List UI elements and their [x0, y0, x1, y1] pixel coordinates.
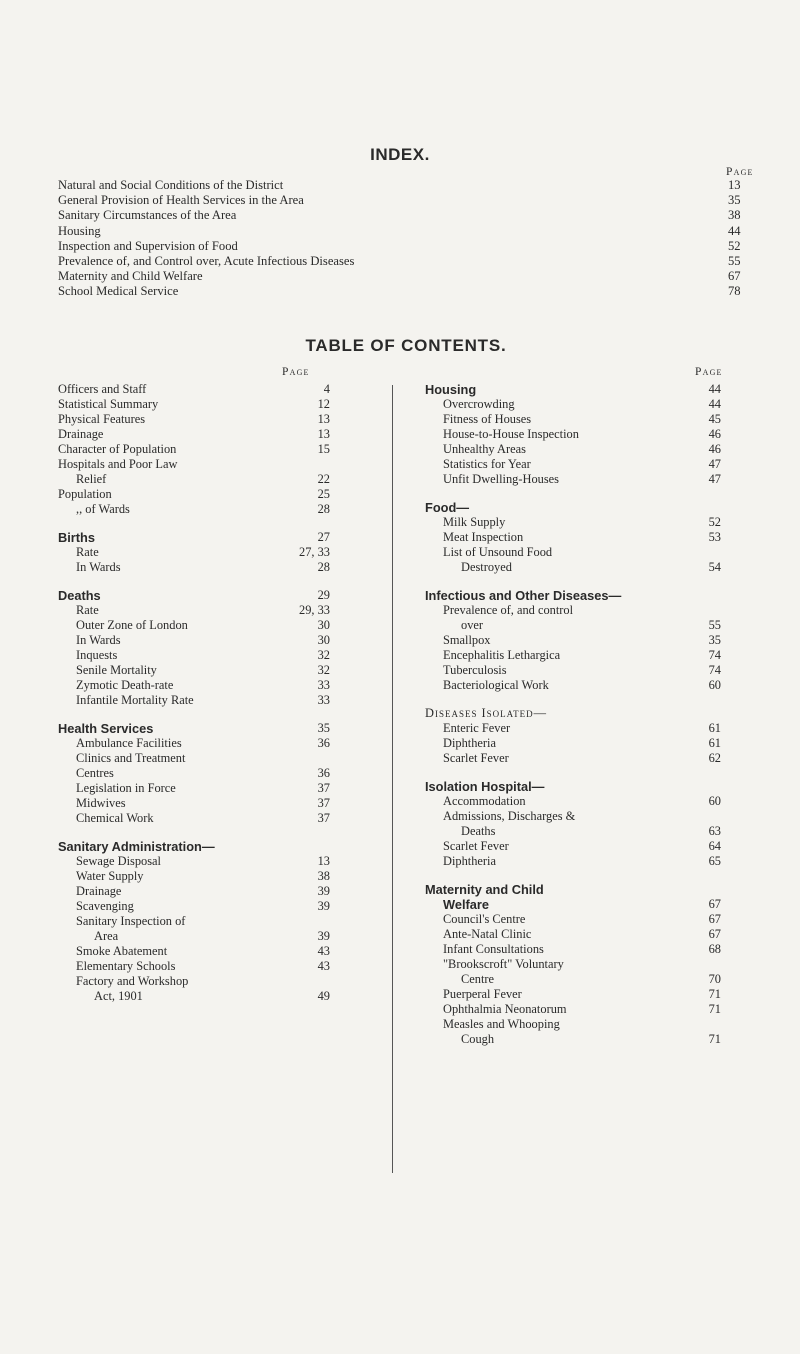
index-entry-page: 78 [728, 284, 741, 299]
toc-entry-label: Deaths [58, 588, 101, 603]
toc-entry-label: Drainage [76, 884, 122, 898]
toc-entry-page: 71 [708, 1032, 721, 1046]
toc-entry-label: Scarlet Fever [443, 751, 509, 765]
toc-entry-page: 29 [317, 588, 330, 602]
index-entry [58, 193, 778, 208]
index-list [58, 178, 778, 300]
toc-entry [58, 781, 378, 796]
index-title: INDEX. [370, 145, 430, 164]
toc-entry [425, 972, 725, 987]
toc-entry-label: Scarlet Fever [443, 839, 509, 853]
toc-entry [425, 678, 725, 693]
toc-entry [425, 560, 725, 575]
toc-entry-label: Puerperal Fever [443, 987, 522, 1001]
toc-entry-label: Measles and Whooping [443, 1017, 560, 1031]
toc-entry-page: 63 [708, 824, 721, 838]
toc-entry [425, 839, 725, 854]
toc-entry-label: Meat Inspection [443, 530, 524, 544]
toc-entry-page: 39 [317, 929, 330, 943]
toc-section-heading [425, 588, 725, 603]
toc-entry-page: 43 [317, 944, 330, 958]
toc-entry-page: 25 [317, 487, 330, 501]
toc-entry-label: Chemical Work [76, 811, 154, 825]
toc-entry-page: 12 [317, 397, 330, 411]
toc-title: TABLE OF CONTENTS. [305, 336, 507, 355]
index-entry [58, 224, 778, 239]
toc-section-heading [425, 500, 725, 515]
toc-entry-label: Infectious and Other Diseases— [425, 588, 622, 603]
toc-entry-page: 30 [317, 618, 330, 632]
toc-entry-label: Centre [461, 972, 495, 986]
toc-spacer [58, 517, 378, 530]
index-entry-page: 13 [728, 178, 741, 192]
toc-entry-label: Midwives [76, 796, 126, 810]
toc-entry-label: Outer Zone of London [76, 618, 188, 632]
toc-entry-page: 53 [708, 530, 721, 544]
toc-entry-label: House-to-House Inspection [443, 427, 579, 441]
toc-entry-label: over [461, 618, 484, 632]
index-entry [58, 239, 778, 254]
toc-entry [58, 929, 378, 944]
toc-entry-page: 38 [317, 869, 330, 883]
toc-entry [425, 987, 725, 1002]
index-entry [58, 178, 778, 193]
toc-entry-label: Statistics for Year [443, 457, 531, 471]
toc-entry [58, 442, 378, 457]
index-entry [58, 269, 778, 284]
toc-entry-label: Rate [76, 603, 99, 617]
toc-entry [425, 736, 725, 751]
toc-entry-label: Fitness of Houses [443, 412, 532, 426]
index-entry [58, 254, 778, 269]
toc-entry [58, 603, 378, 618]
toc-entry-page: 55 [708, 618, 721, 632]
toc-spacer [58, 708, 378, 721]
toc-entry-label: Ophthalmia Neonatorum [443, 1002, 567, 1016]
toc-entry-page: 64 [708, 839, 721, 853]
toc-entry-page: 13 [317, 412, 330, 426]
toc-entry-page: 35 [317, 721, 330, 735]
toc-entry-page: 67 [708, 897, 721, 911]
toc-entry-page: 37 [317, 796, 330, 810]
toc-section-heading [425, 897, 725, 912]
toc-spacer [425, 766, 725, 779]
toc-entry-label: Ante-Natal Clinic [443, 927, 532, 941]
toc-entry-page: 27 [317, 530, 330, 544]
toc-entry [58, 560, 378, 575]
toc-spacer [425, 693, 725, 706]
toc-entry-page: 28 [317, 502, 330, 516]
toc-entry [58, 487, 378, 502]
toc-entry [425, 1032, 725, 1047]
toc-entry-page: 28 [317, 560, 330, 574]
toc-section-heading [425, 779, 725, 794]
toc-entry-label: Population [58, 487, 112, 501]
toc-entry [425, 457, 725, 472]
toc-entry-label: Act, 1901 [94, 989, 143, 1003]
toc-entry-label: Maternity and Child [425, 882, 544, 897]
toc-entry-page: 35 [708, 633, 721, 647]
toc-entry [58, 678, 378, 693]
toc-entry [425, 854, 725, 869]
toc-entry [58, 397, 378, 412]
toc-entry [58, 974, 378, 989]
toc-entry [58, 854, 378, 869]
toc-entry-label: Sanitary Administration— [58, 839, 215, 854]
toc-entry-page: 74 [708, 648, 721, 662]
toc-entry [425, 927, 725, 942]
toc-spacer [425, 575, 725, 588]
toc-entry-page: 44 [708, 382, 721, 396]
toc-entry-label: Statistical Summary [58, 397, 159, 411]
toc-entry [425, 663, 725, 678]
toc-entry-label: Drainage [58, 427, 104, 441]
toc-entry-label: Elementary Schools [76, 959, 176, 973]
toc-entry-label: Housing [425, 382, 477, 397]
toc-entry-page: 37 [317, 781, 330, 795]
index-entry-page: 35 [728, 193, 741, 208]
toc-entry-page: 45 [708, 412, 721, 426]
toc-entry-label: Accommodation [443, 794, 526, 808]
toc-entry-page: 71 [708, 987, 721, 1001]
toc-entry-label: Prevalence of, and control [443, 603, 574, 617]
toc-entry-label: Smoke Abatement [76, 944, 168, 958]
toc-entry [425, 472, 725, 487]
toc-right-page-header: Page [695, 366, 723, 378]
toc-entry [58, 751, 378, 766]
toc-right-column [425, 366, 725, 1047]
toc-entry-label: In Wards [76, 560, 121, 574]
index-entry-page: 67 [728, 269, 741, 284]
toc-entry-label: Welfare [443, 897, 489, 912]
toc-spacer [425, 869, 725, 882]
toc-entry-label: Infant Consultations [443, 942, 544, 956]
toc-entry [58, 959, 378, 974]
toc-entry-page: 65 [708, 854, 721, 868]
toc-entry-page: 13 [317, 427, 330, 441]
toc-entry-label: Health Services [58, 721, 154, 736]
toc-entry-page: 54 [708, 560, 721, 574]
toc-entry-label: Hospitals and Poor Law [58, 457, 178, 471]
toc-entry-label: Diphtheria [443, 854, 496, 868]
toc-entry [425, 809, 725, 824]
index-page-header: Page [726, 166, 754, 178]
toc-entry-label: Unfit Dwelling-Houses [443, 472, 559, 486]
toc-spacer [58, 826, 378, 839]
toc-entry-label: Smallpox [443, 633, 491, 647]
toc-entry-label: Sanitary Inspection of [76, 914, 186, 928]
toc-entry-label: Relief [76, 472, 107, 486]
toc-entry [58, 796, 378, 811]
toc-entry [425, 751, 725, 766]
toc-spacer [425, 487, 725, 500]
toc-entry-page: 36 [317, 736, 330, 750]
toc-entry-label: Milk Supply [443, 515, 506, 529]
toc-entry [58, 427, 378, 442]
toc-entry-page: 29, 33 [299, 603, 330, 617]
toc-entry-label: Overcrowding [443, 397, 515, 411]
toc-entry-page: 33 [317, 693, 330, 707]
toc-entry-page: 61 [708, 736, 721, 750]
toc-entry [58, 457, 378, 472]
index-entry-label: School Medical Service [58, 284, 179, 299]
toc-entry-label: Enteric Fever [443, 721, 511, 735]
toc-entry [425, 515, 725, 530]
toc-entry-page: 33 [317, 678, 330, 692]
toc-entry-label: Rate [76, 545, 99, 559]
toc-entry [58, 382, 378, 397]
toc-entry [58, 736, 378, 751]
toc-section-heading [58, 588, 378, 603]
index-entry-label: Housing [58, 223, 101, 238]
toc-entry [58, 989, 378, 1004]
toc-entry-label: Sewage Disposal [76, 854, 161, 868]
toc-left-page-header: Page [282, 366, 310, 378]
toc-entry-label: Senile Mortality [76, 663, 157, 677]
toc-entry-label: Diphtheria [443, 736, 496, 750]
toc-entry [58, 944, 378, 959]
toc-entry-page: 60 [708, 794, 721, 808]
toc-entry-label: Council's Centre [443, 912, 526, 926]
toc-left-rows [58, 382, 378, 1004]
index-entry-page: 52 [728, 238, 741, 253]
index-entry-label: Sanitary Circumstances of the Area [58, 208, 237, 223]
toc-entry [425, 794, 725, 809]
toc-entry-label: Deaths [461, 824, 496, 838]
toc-entry-label: Destroyed [461, 560, 512, 574]
toc-entry [425, 412, 725, 427]
toc-entry-label: Water Supply [76, 869, 144, 883]
toc-entry-page: 37 [317, 811, 330, 825]
toc-entry-page: 32 [317, 663, 330, 677]
toc-entry-label: Factory and Workshop [76, 974, 189, 988]
index-entry [58, 284, 778, 299]
toc-entry [58, 618, 378, 633]
toc-entry-label: Ambulance Facilities [76, 736, 182, 750]
toc-spacer [58, 575, 378, 588]
toc-entry [58, 899, 378, 914]
toc-entry-page: 4 [323, 382, 330, 396]
toc-entry [58, 869, 378, 884]
index-entry-page: 44 [728, 223, 741, 238]
toc-entry-page: 47 [708, 472, 721, 486]
index-entry-label: Inspection and Supervision of Food [58, 238, 238, 253]
toc-entry [425, 721, 725, 736]
toc-entry-label: Character of Population [58, 442, 177, 456]
toc-entry [425, 648, 725, 663]
toc-entry-label: Unhealthy Areas [443, 442, 526, 456]
toc-entry [425, 545, 725, 560]
toc-entry [58, 648, 378, 663]
toc-entry [58, 412, 378, 427]
toc-entry-page: 49 [317, 989, 330, 1003]
toc-entry-label: List of Unsound Food [443, 545, 553, 559]
toc-entry [58, 633, 378, 648]
toc-entry-page: 71 [708, 1002, 721, 1016]
toc-entry-page: 39 [317, 884, 330, 898]
toc-entry-page: 27, 33 [299, 545, 330, 559]
index-entry-label: Maternity and Child Welfare [58, 269, 203, 284]
toc-right-rows [425, 382, 725, 1047]
toc-entry-label: Area [94, 929, 119, 943]
toc-entry-label: Tuberculosis [443, 663, 507, 677]
toc-entry [58, 693, 378, 708]
toc-entry-label: Inquests [76, 648, 118, 662]
toc-entry-label: Clinics and Treatment [76, 751, 186, 765]
index-entry [58, 208, 778, 223]
toc-entry [425, 957, 725, 972]
toc-entry-label: Physical Features [58, 412, 146, 426]
toc-entry-page: 61 [708, 721, 721, 735]
toc-entry-page: 70 [708, 972, 721, 986]
toc-entry [58, 914, 378, 929]
toc-entry-label: Infantile Mortality Rate [76, 693, 194, 707]
toc-entry-label: ,, of Wards [76, 502, 130, 516]
toc-entry [425, 427, 725, 442]
index-entry-label: Prevalence of, and Control over, Acute Infectious Diseases [58, 253, 355, 268]
toc-entry [425, 618, 725, 633]
toc-entry-page: 22 [317, 472, 330, 486]
toc-left-column [58, 366, 378, 1004]
toc-entry-label: In Wards [76, 633, 121, 647]
toc-section-heading [58, 721, 378, 736]
index-entry-page: 38 [728, 208, 741, 223]
toc-entry-page: 62 [708, 751, 721, 765]
toc-entry [425, 530, 725, 545]
column-divider [392, 385, 393, 1173]
toc-entry [58, 545, 378, 560]
toc-entry-label: Legislation in Force [76, 781, 176, 795]
toc-entry-page: 67 [708, 927, 721, 941]
toc-entry [58, 663, 378, 678]
toc-entry-label: Admissions, Discharges & [443, 809, 576, 823]
toc-entry [425, 1017, 725, 1032]
toc-entry-page: 46 [708, 427, 721, 441]
toc-entry-page: 43 [317, 959, 330, 973]
toc-entry-label: Encephalitis Lethargica [443, 648, 561, 662]
toc-entry [425, 442, 725, 457]
toc-entry-label: Officers and Staff [58, 382, 147, 396]
toc-entry-page: 46 [708, 442, 721, 456]
toc-entry-page: 60 [708, 678, 721, 692]
toc-entry-page: 36 [317, 766, 330, 780]
toc-entry-label: Scavenging [76, 899, 134, 913]
toc-section-heading [425, 882, 725, 897]
toc-entry-page: 15 [317, 442, 330, 456]
toc-section-heading [58, 530, 378, 545]
toc-entry [58, 811, 378, 826]
toc-entry [58, 502, 378, 517]
index-entry-page: 55 [728, 253, 741, 268]
index-entry-label: Natural and Social Conditions of the District [58, 178, 284, 192]
toc-entry-label: "Brookscroft" Voluntary [443, 957, 564, 971]
toc-entry-page: 30 [317, 633, 330, 647]
toc-entry [58, 766, 378, 781]
toc-section-heading [58, 839, 378, 854]
toc-entry [425, 824, 725, 839]
toc-entry-page: 32 [317, 648, 330, 662]
toc-entry [425, 942, 725, 957]
toc-entry-label: Cough [461, 1032, 495, 1046]
toc-entry [425, 603, 725, 618]
toc-entry-label: Zymotic Death-rate [76, 678, 174, 692]
toc-entry-page: 44 [708, 397, 721, 411]
toc-entry-page: 13 [317, 854, 330, 868]
toc-entry-page: 68 [708, 942, 721, 956]
toc-entry [58, 472, 378, 487]
toc-entry-label: Isolation Hospital— [425, 779, 545, 794]
toc-entry-page: 67 [708, 912, 721, 926]
toc-entry-label: Diseases Isolated— [425, 706, 548, 720]
toc-entry-page: 39 [317, 899, 330, 913]
toc-entry-label: Centres [76, 766, 114, 780]
index-entry-label: General Provision of Health Services in the Area [58, 193, 304, 208]
toc-entry [425, 912, 725, 927]
toc-entry [58, 884, 378, 899]
toc-entry [425, 633, 725, 648]
toc-entry [425, 397, 725, 412]
toc-entry-page: 47 [708, 457, 721, 471]
toc-entry [425, 706, 725, 721]
toc-entry-page: 74 [708, 663, 721, 677]
toc-entry-page: 52 [708, 515, 721, 529]
toc-section-heading [425, 382, 725, 397]
toc-entry-label: Food— [425, 500, 470, 515]
toc-entry-label: Births [58, 530, 95, 545]
toc-entry-label: Bacteriological Work [443, 678, 549, 692]
toc-entry [425, 1002, 725, 1017]
